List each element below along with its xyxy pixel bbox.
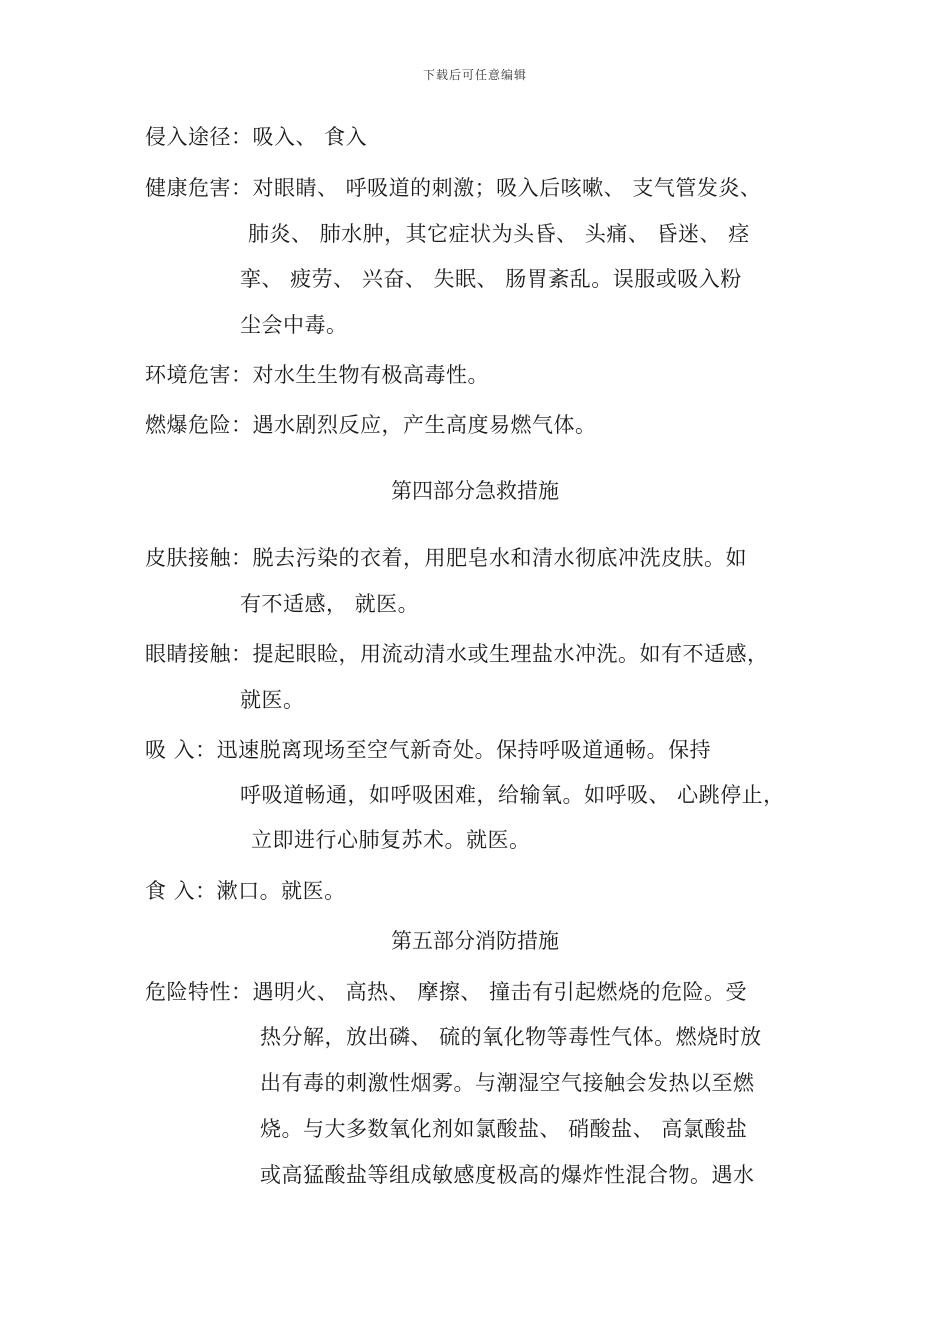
hazard-characteristics-line-cont: 烧。与大多数氧化剂如氯酸盐、 硝酸盐、 高氯酸盐 — [260, 1117, 748, 1141]
environment-hazard-line: 环境危害：对水生生物有极高毒性。 — [145, 363, 489, 387]
hazard-characteristics-line-cont: 或高猛酸盐等组成敏感度极高的爆炸性混合物。遇水 — [260, 1163, 755, 1187]
ingestion-line: 食 入：漱口。就医。 — [145, 879, 346, 903]
skin-contact-line: 皮肤接触：脱去污染的衣着，用肥皂水和清水彻底冲洗皮肤。如 — [145, 546, 747, 570]
health-hazard-line-cont: 肺炎、 肺水肿，其它症状为头昏、 头痛、 昏迷、 痉 — [248, 222, 750, 246]
inhalation-line-cont: 立即进行心肺复苏术。就医。 — [251, 828, 531, 852]
entry-route-line: 侵入途径：吸入、 食入 — [145, 125, 368, 149]
page-header-note: 下载后可任意编辑 — [422, 68, 527, 82]
hazard-characteristics-line-cont: 出有毒的刺激性烟雾。与潮湿空气接触会发热以至燃 — [260, 1071, 755, 1095]
eye-contact-line: 眼睛接触：提起眼睑，用流动清水或生理盐水冲洗。如有不适感， — [145, 642, 769, 666]
eye-contact-line-cont: 就医。 — [240, 688, 305, 712]
inhalation-line-cont: 呼吸道畅通，如呼吸困难，给输氧。如呼吸、 心跳停止， — [240, 783, 785, 807]
health-hazard-line: 健康危害：对眼睛、 呼吸道的刺激；吸入后咳嗽、 支气管发炎、 — [145, 176, 762, 200]
section-title-fire-fighting: 第五部分消防措施 — [391, 929, 559, 953]
hazard-characteristics-line-cont: 热分解，放出磷、 硫的氧化物等毒性气体。燃烧时放 — [260, 1025, 762, 1049]
health-hazard-line-cont: 挛、 疲劳、 兴奋、 失眠、 肠胃紊乱。误服或吸入粉 — [240, 267, 742, 291]
hazard-characteristics-line: 危险特性：遇明火、 高热、 摩擦、 撞击有引起燃烧的危险。受 — [145, 980, 748, 1004]
section-title-first-aid: 第四部分急救措施 — [391, 479, 559, 503]
explosion-hazard-line: 燃爆危险：遇水剧烈反应，产生高度易燃气体。 — [145, 413, 597, 437]
health-hazard-line-cont: 尘会中毒。 — [240, 313, 348, 337]
skin-contact-line-cont: 有不适感， 就医。 — [240, 592, 420, 616]
inhalation-line: 吸 入：迅速脱离现场至空气新奇处。保持呼吸道通畅。保持 — [145, 738, 712, 762]
